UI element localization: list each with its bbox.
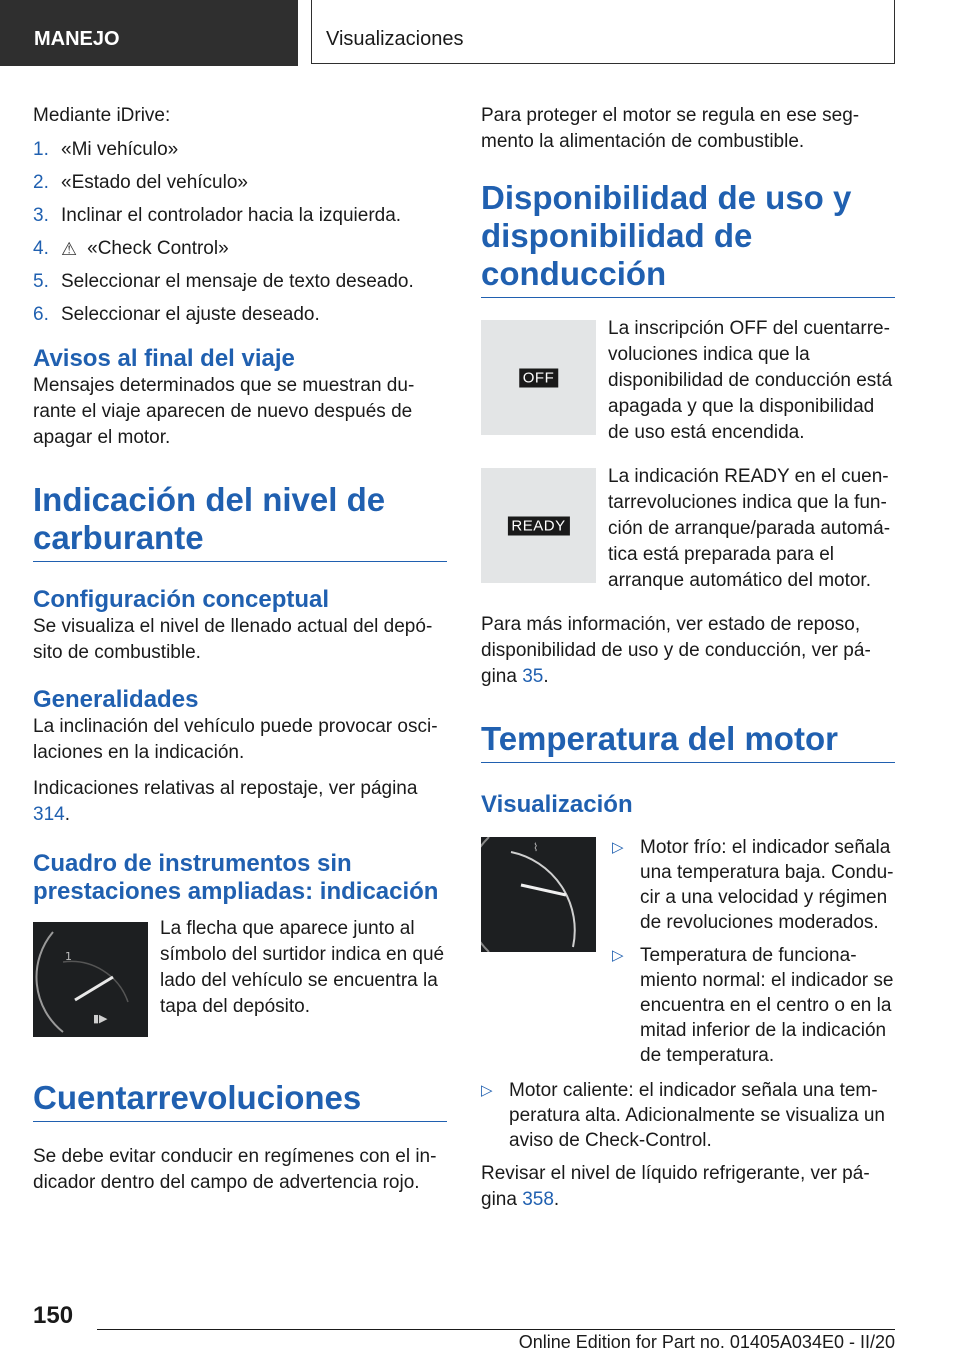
page-link-358[interactable]: 358	[522, 1189, 554, 1210]
edition-footer: Online Edition for Part no. 01405A034E0 - II/20	[518, 1332, 895, 1352]
list-item: 1. «Mi vehículo»	[33, 139, 179, 160]
temp-block	[481, 835, 895, 1076]
idrive-steps	[33, 137, 447, 328]
list-item: 5. Seleccionar el mensaje de texto deseado.	[33, 271, 414, 292]
left-column	[33, 103, 447, 1196]
list-item: 4. ⚠ «Check Control»	[33, 236, 447, 262]
more-info-text: Para más información, ver estado de reposo, disponibilidad de uso y de conducción, ver página 35.	[481, 614, 871, 687]
warning-triangle-icon: ⚠	[61, 239, 78, 259]
engine-temp-heading: Temperatura del motor	[481, 720, 895, 763]
availability-heading: Disponibilidad de uso y disponibilidad de conducción	[481, 179, 895, 298]
page-link-35[interactable]: 35	[522, 666, 544, 687]
ready-block	[481, 466, 895, 594]
list-item: 6. Seleccionar el ajuste deseado.	[33, 304, 320, 325]
svg-text:1: 1	[65, 950, 72, 963]
ready-text: La indicación READY en el cuentarrevoluciones indica que la función de arranque/parada automática está preparada para el arranque automático del motor.	[608, 466, 891, 591]
rev-counter-text: Se debe evitar conducir en regímenes con el indicador dentro del campo de advertencia rojo.	[33, 1146, 437, 1193]
triangle-bullet-icon: ▷	[612, 839, 624, 856]
temp-gauge-image	[481, 837, 596, 952]
rev-counter-heading: Cuentarrevoluciones	[33, 1079, 447, 1122]
off-text: La inscripción OFF del cuentarrevoluciones indica que la disponibilidad de conducción está apagada y que la disponibilidad de uso está encendida.	[608, 318, 893, 443]
svg-text:▮▶: ▮▶	[93, 1012, 108, 1025]
cluster-text: La flecha que aparece junto al símbolo del surtidor indica en qué lado del vehículo se encuentra la tapa del depósito.	[160, 918, 445, 1017]
general-text: La inclinación del vehículo puede provocar oscilaciones en la indicación.	[33, 716, 438, 763]
cluster-block	[33, 920, 447, 1037]
concept-text: Se visualiza el nivel de llenado actual del depósito de combustible.	[33, 616, 433, 663]
avisos-text: Mensajes determinados que se muestran durante el viaje aparecen de nuevo después de apagar el motor.	[33, 375, 415, 448]
chapter-tab: Visualizaciones	[311, 0, 895, 64]
list-item: ▷ Motor caliente: el indicador señala una temperatura alta. Adicionalmente se visualiza un aviso de Check-Control.	[481, 1080, 886, 1151]
ready-badge: READY	[507, 516, 569, 535]
idrive-intro: Mediante iDrive:	[33, 105, 171, 126]
triangle-bullet-icon: ▷	[612, 947, 624, 964]
page-header	[0, 0, 960, 66]
temp-bullets	[612, 835, 895, 1076]
off-indicator-image	[481, 320, 596, 435]
coolant-text: Revisar el nivel de líquido refrigerante, ver página 358.	[481, 1163, 870, 1210]
visualization-heading: Visualización	[481, 791, 633, 818]
list-item: ▷ Motor frío: el indicador señala una temperatura baja. Conducir a una velocidad y régimen de revoluciones moderados.	[612, 837, 894, 933]
off-block	[481, 318, 895, 446]
list-item: ▷ Temperatura de funcionamiento normal: el indicador se encuentra en el centro o en la mitad inferior de la indicación de temperatura.	[612, 945, 894, 1066]
ready-indicator-image	[481, 468, 596, 583]
list-item: 3. Inclinar el controlador hacia la izquierda.	[33, 205, 402, 226]
temp-bullets-full	[481, 1078, 895, 1153]
page-number: 150	[33, 1302, 74, 1329]
concept-heading: Configuración conceptual	[33, 586, 330, 613]
footer-divider	[97, 1329, 895, 1330]
protect-text: Para proteger el motor se regula en ese segmento la alimentación de combustible.	[481, 105, 860, 152]
svg-text:⌇: ⌇	[533, 841, 539, 854]
temp-gauge-icon	[481, 837, 596, 952]
general-heading: Generalidades	[33, 686, 199, 713]
fuel-gauge-icon	[33, 922, 148, 1037]
avisos-heading: Avisos al final del viaje	[33, 345, 295, 372]
list-item: 2. «Estado del vehículo»	[33, 172, 248, 193]
right-column	[481, 103, 895, 1213]
fuel-gauge-image	[33, 922, 148, 1037]
refuel-text: Indicaciones relativas al repostaje, ver página 314.	[33, 778, 418, 825]
page-link-314[interactable]: 314	[33, 804, 65, 825]
off-badge: OFF	[519, 368, 559, 387]
fuel-level-heading: Indicación del nivel de carburante	[33, 481, 447, 562]
section-tab: MANEJO	[0, 0, 298, 66]
cluster-heading: Cuadro de instrumentos sin prestaciones ampliadas: indicación	[33, 850, 439, 905]
triangle-bullet-icon: ▷	[481, 1082, 493, 1099]
